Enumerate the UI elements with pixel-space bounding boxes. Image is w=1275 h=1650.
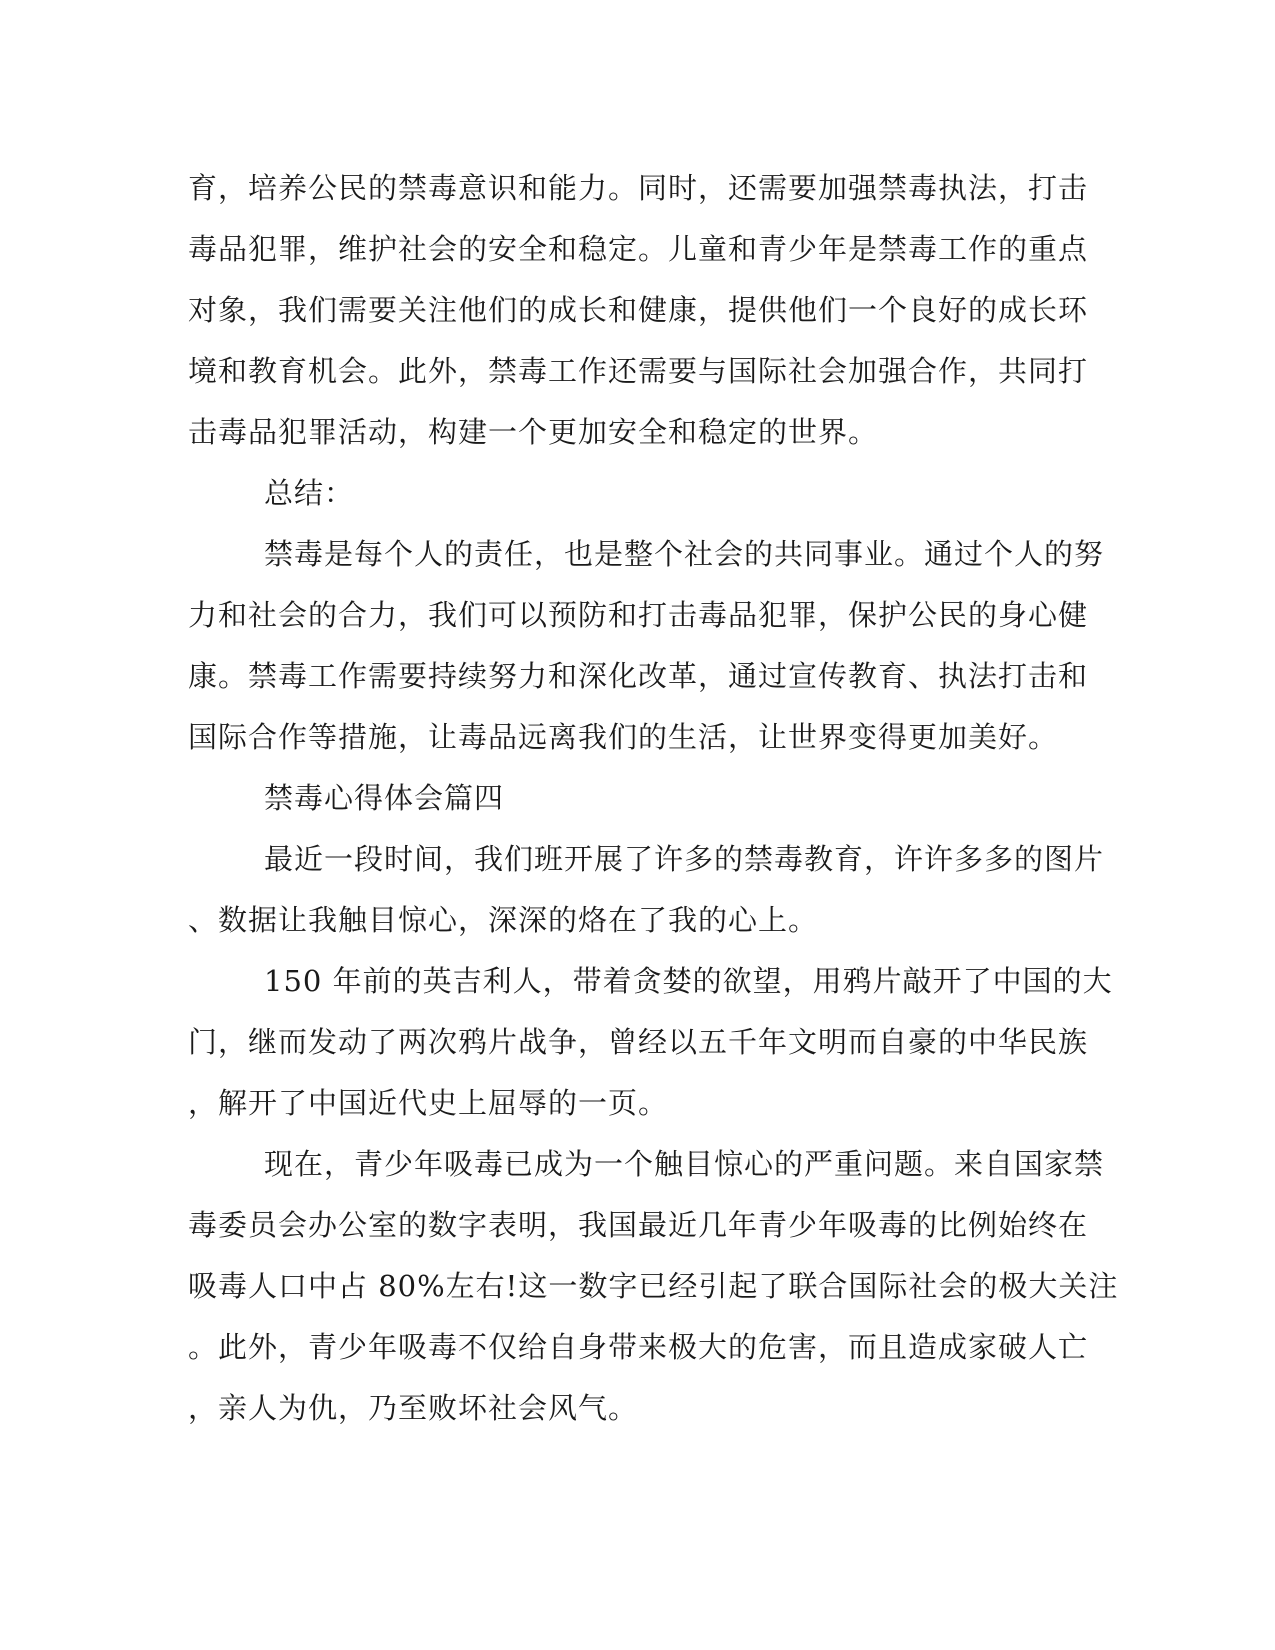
text-line: 境和教育机会。此外，禁毒工作还需要与国际社会加强合作，共同打 <box>188 354 1089 388</box>
text-line: 。此外，青少年吸毒不仅给自身带来极大的危害，而且造成家破人亡 <box>188 1330 1089 1364</box>
text-line: 毒委员会办公室的数字表明，我国最近几年青少年吸毒的比例始终在 <box>188 1208 1089 1242</box>
text-line: 击毒品犯罪活动，构建一个更加安全和稳定的世界。 <box>188 415 879 449</box>
text-line: ，亲人为仇，乃至败坏社会风气。 <box>188 1391 639 1425</box>
text-line: 吸毒人口中占 80%左右!这一数字已经引起了联合国际社会的极大关注 <box>188 1269 1119 1303</box>
text-line: 最近一段时间，我们班开展了许多的禁毒教育，许许多多的图片 <box>264 842 1105 876</box>
body-text <box>188 158 1119 1439</box>
section-heading-summary: 总结： <box>264 476 355 510</box>
text-line: 150 年前的英吉利人，带着贪婪的欲望，用鸦片敲开了中国的大 <box>264 964 1113 998</box>
text-line: 育，培养公民的禁毒意识和能力。同时，还需要加强禁毒执法，打击 <box>188 171 1089 205</box>
text-line: ，解开了中国近代史上屈辱的一页。 <box>188 1086 669 1120</box>
text-line: 、数据让我触目惊心，深深的烙在了我的心上。 <box>188 903 819 937</box>
text-line: 对象，我们需要关注他们的成长和健康，提供他们一个良好的成长环 <box>188 293 1089 327</box>
text-line: 禁毒是每个人的责任，也是整个社会的共同事业。通过个人的努 <box>264 537 1105 571</box>
section-heading-part-four: 禁毒心得体会篇四 <box>264 781 505 815</box>
text-line: 毒品犯罪，维护社会的安全和稳定。儿童和青少年是禁毒工作的重点 <box>188 232 1089 266</box>
text-line: 现在，青少年吸毒已成为一个触目惊心的严重问题。来自国家禁 <box>264 1147 1105 1181</box>
text-line: 力和社会的合力，我们可以预防和打击毒品犯罪，保护公民的身心健 <box>188 598 1089 632</box>
text-line: 国际合作等措施，让毒品远离我们的生活，让世界变得更加美好。 <box>188 720 1059 754</box>
text-line: 门，继而发动了两次鸦片战争，曾经以五千年文明而自豪的中华民族 <box>188 1025 1089 1059</box>
text-line: 康。禁毒工作需要持续努力和深化改革，通过宣传教育、执法打击和 <box>188 659 1089 693</box>
